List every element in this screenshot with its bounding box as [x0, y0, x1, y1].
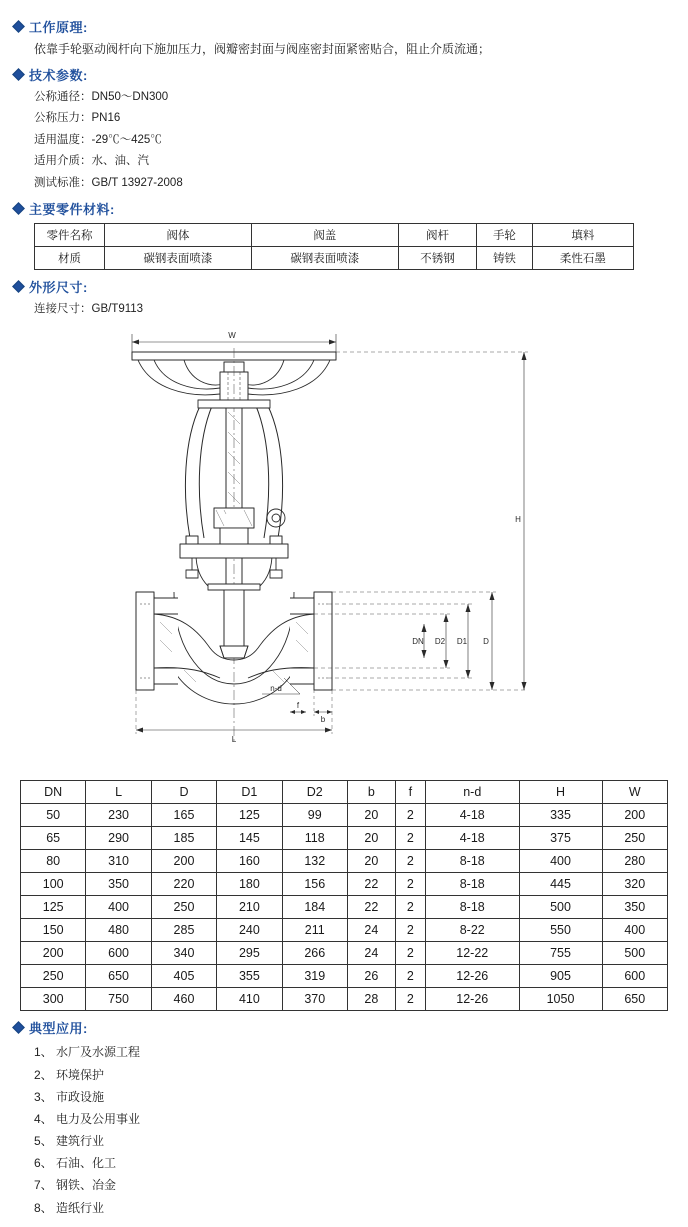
table-cell: 8-18 — [425, 873, 519, 896]
table-cell: 460 — [151, 988, 216, 1011]
table-cell: 400 — [519, 850, 602, 873]
label-d1: D1 — [456, 637, 468, 647]
table-row — [21, 988, 668, 1011]
principle-text: 依靠手轮驱动阀杆向下施加压力，阀瓣密封面与阀座密封面紧密贴合，阻止介质流通； — [34, 42, 491, 56]
valve-drawing — [14, 322, 674, 772]
table-cell: 20 — [347, 804, 395, 827]
table-cell: 2 — [395, 850, 425, 873]
table-cell: 550 — [519, 919, 602, 942]
table-cell: 1050 — [519, 988, 602, 1011]
table-cell: 65 — [21, 827, 86, 850]
list-item: 7、 钢铁、冶金 — [34, 1178, 117, 1193]
table-cell: 200 — [602, 804, 668, 827]
table-cell: 250 — [602, 827, 668, 850]
table-cell: 碳钢表面喷漆 — [251, 246, 398, 269]
table-cell: 165 — [151, 804, 216, 827]
diamond-bullet-icon — [12, 68, 25, 81]
table-cell: 240 — [217, 919, 282, 942]
table-cell: 480 — [86, 919, 151, 942]
table-cell: 370 — [282, 988, 347, 1011]
section-title: 外形尺寸: — [29, 279, 88, 295]
table-cell: 160 — [217, 850, 282, 873]
table-cell: 650 — [602, 988, 668, 1011]
column-header: H — [519, 781, 602, 804]
table-cell: 755 — [519, 942, 602, 965]
parameter-line: 公称通径：DN50～DN300 — [34, 91, 169, 103]
table-cell: 185 — [151, 827, 216, 850]
table-cell: 200 — [151, 850, 216, 873]
section-title: 技术参数: — [29, 68, 88, 83]
table-cell: 20 — [347, 827, 395, 850]
column-header: f — [395, 781, 425, 804]
table-cell: 156 — [282, 873, 347, 896]
section-title: 工作原理: — [29, 20, 88, 35]
table-cell: 24 — [347, 942, 395, 965]
table-cell: 4-18 — [425, 804, 519, 827]
application-list — [14, 1041, 674, 1219]
table-cell: 280 — [602, 850, 668, 873]
table-cell: 180 — [217, 873, 282, 896]
table-cell: 99 — [282, 804, 347, 827]
list-item: 4、 电力及公用事业 — [34, 1111, 141, 1126]
table-cell: 500 — [602, 942, 668, 965]
table-cell: 12-22 — [425, 942, 519, 965]
list-item: 8、 造纸行业 — [34, 1200, 105, 1215]
table-cell: 4-18 — [425, 827, 519, 850]
column-header: L — [86, 781, 151, 804]
table-cell: 柔性石墨 — [532, 246, 633, 269]
table-cell: 8-18 — [425, 850, 519, 873]
parameter-line: 测试标准：GB/T 13927-2008 — [34, 176, 183, 189]
list-item: 1、 水厂及水源工程 — [34, 1045, 141, 1060]
table-cell: 碳钢表面喷漆 — [105, 246, 252, 269]
table-cell: 阀体 — [105, 223, 252, 246]
table-row — [21, 804, 668, 827]
label-d: D — [483, 637, 489, 647]
table-cell: 250 — [21, 965, 86, 988]
table-row — [21, 942, 668, 965]
table-cell: 320 — [602, 873, 668, 896]
table-cell: 132 — [282, 850, 347, 873]
table-cell: 335 — [519, 804, 602, 827]
diamond-bullet-icon — [12, 20, 25, 33]
table-cell: 12-26 — [425, 988, 519, 1011]
list-item: 2、 环境保护 — [34, 1067, 105, 1082]
table-cell: 250 — [151, 896, 216, 919]
table-cell: 2 — [395, 804, 425, 827]
label-h: H — [515, 515, 521, 525]
parameter-line: 适用介质：水、油、汽 — [34, 155, 149, 168]
list-item: 6、 石油、化工 — [34, 1156, 117, 1171]
label-f: f — [296, 701, 300, 711]
table-row — [21, 873, 668, 896]
parameter-line: 公称压力：PN16 — [34, 112, 121, 125]
table-cell: 铸铁 — [477, 246, 533, 269]
connection-standard: 连接尺寸：GB/T9113 — [34, 302, 144, 315]
list-item: 3、 市政设施 — [34, 1089, 105, 1104]
table-row — [35, 246, 634, 269]
table-cell: 22 — [347, 896, 395, 919]
section-heading-principle — [14, 17, 674, 36]
table-cell: 410 — [217, 988, 282, 1011]
table-cell: 8-22 — [425, 919, 519, 942]
column-header: n-d — [425, 781, 519, 804]
table-cell: 285 — [151, 919, 216, 942]
table-row — [21, 850, 668, 873]
table-cell: 350 — [602, 896, 668, 919]
table-cell: 22 — [347, 873, 395, 896]
table-cell: 375 — [519, 827, 602, 850]
table-cell: 材质 — [35, 246, 105, 269]
table-cell: 8-18 — [425, 896, 519, 919]
table-cell: 150 — [21, 919, 86, 942]
table-cell: 2 — [395, 827, 425, 850]
table-cell: 266 — [282, 942, 347, 965]
table-cell: 184 — [282, 896, 347, 919]
table-cell: 445 — [519, 873, 602, 896]
table-cell: 2 — [395, 988, 425, 1011]
table-cell: 500 — [519, 896, 602, 919]
table-cell: 300 — [21, 988, 86, 1011]
table-row — [21, 896, 668, 919]
table-cell: 290 — [86, 827, 151, 850]
section-title: 主要零件材料: — [29, 201, 115, 217]
table-cell: 905 — [519, 965, 602, 988]
parameter-line: 适用温度：-29℃～425℃ — [34, 133, 162, 146]
table-cell: 295 — [217, 942, 282, 965]
section-title: 典型应用: — [29, 1021, 88, 1037]
diamond-bullet-icon — [12, 202, 25, 215]
table-cell: 100 — [21, 873, 86, 896]
table-header-row — [21, 781, 668, 804]
table-cell: 400 — [86, 896, 151, 919]
table-cell: 2 — [395, 896, 425, 919]
table-cell: 600 — [86, 942, 151, 965]
table-cell: 220 — [151, 873, 216, 896]
table-cell: 28 — [347, 988, 395, 1011]
column-header: D — [151, 781, 216, 804]
table-cell: 填料 — [532, 223, 633, 246]
materials-table — [34, 223, 634, 270]
table-cell: 319 — [282, 965, 347, 988]
section-heading-parameters — [14, 65, 674, 84]
diamond-bullet-icon — [12, 1021, 25, 1034]
label-w: W — [228, 331, 236, 341]
table-cell: 12-26 — [425, 965, 519, 988]
table-cell: 118 — [282, 827, 347, 850]
table-cell: 750 — [86, 988, 151, 1011]
column-header: b — [347, 781, 395, 804]
dimension-table — [20, 780, 668, 1011]
table-cell: 2 — [395, 919, 425, 942]
table-cell: 阀盖 — [251, 223, 398, 246]
table-cell: 20 — [347, 850, 395, 873]
table-cell: 211 — [282, 919, 347, 942]
table-cell: 350 — [86, 873, 151, 896]
label-nd: n-d — [270, 684, 282, 694]
table-cell: 80 — [21, 850, 86, 873]
section-heading-applications — [14, 1018, 674, 1037]
table-cell: 600 — [602, 965, 668, 988]
table-cell: 零件名称 — [35, 223, 105, 246]
valve-schematic-svg — [124, 322, 564, 772]
table-cell: 210 — [217, 896, 282, 919]
table-cell: 400 — [602, 919, 668, 942]
table-row — [21, 965, 668, 988]
table-cell: 125 — [217, 804, 282, 827]
list-item: 5、 建筑行业 — [34, 1134, 105, 1149]
table-cell: 50 — [21, 804, 86, 827]
table-cell: 26 — [347, 965, 395, 988]
section-heading-dimensions — [14, 277, 674, 296]
table-row — [35, 223, 634, 246]
table-cell: 24 — [347, 919, 395, 942]
table-cell: 手轮 — [477, 223, 533, 246]
column-header: DN — [21, 781, 86, 804]
table-cell: 650 — [86, 965, 151, 988]
table-cell: 145 — [217, 827, 282, 850]
label-b: b — [320, 715, 326, 725]
label-l: L — [231, 735, 237, 745]
column-header: D2 — [282, 781, 347, 804]
table-cell: 阀杆 — [398, 223, 476, 246]
label-dn: DN — [412, 637, 424, 647]
table-row — [21, 919, 668, 942]
table-cell: 2 — [395, 942, 425, 965]
table-cell: 125 — [21, 896, 86, 919]
table-cell: 405 — [151, 965, 216, 988]
section-heading-materials — [14, 199, 674, 218]
table-cell: 2 — [395, 965, 425, 988]
table-row — [21, 827, 668, 850]
table-cell: 340 — [151, 942, 216, 965]
column-header: D1 — [217, 781, 282, 804]
label-d2: D2 — [434, 637, 446, 647]
table-cell: 310 — [86, 850, 151, 873]
table-cell: 不锈钢 — [398, 246, 476, 269]
column-header: W — [602, 781, 668, 804]
diamond-bullet-icon — [12, 280, 25, 293]
table-cell: 230 — [86, 804, 151, 827]
table-cell: 200 — [21, 942, 86, 965]
table-cell: 355 — [217, 965, 282, 988]
table-cell: 2 — [395, 873, 425, 896]
